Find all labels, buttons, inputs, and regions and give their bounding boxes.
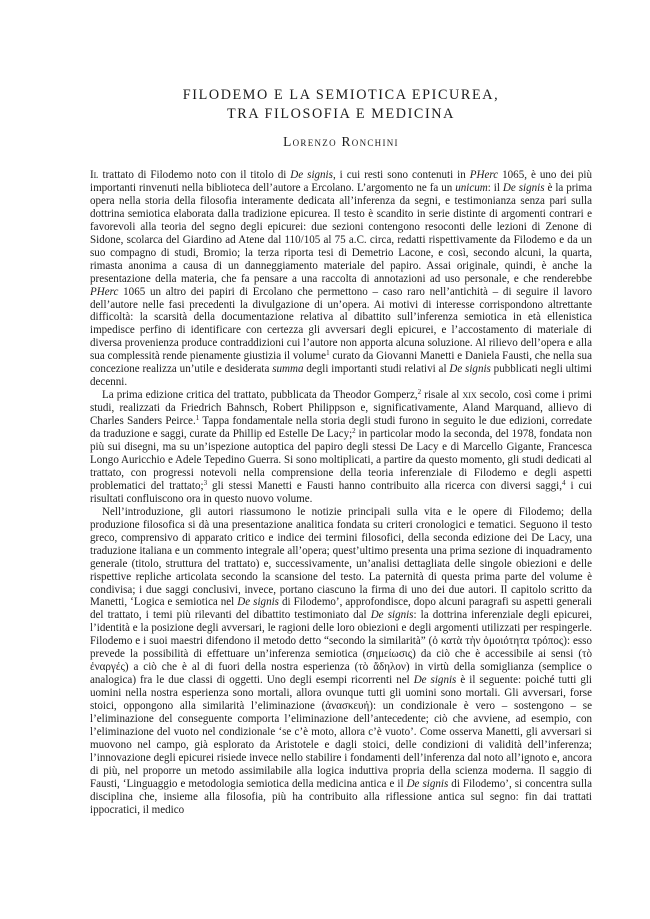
paragraph-1: Il trattato di Filodemo noto con il titolo di De signis, i cui resti sono contenuti in PHerc 1065, è uno dei più importanti rinvenuti nella biblioteca dell’autore a Ercolano. L’argomento ne fa un unicum: il De signis è la prima opera nella storia della filosofia interamente dedicata all’inferenza da segni, e testimonianza senza pari sulla dottrina semiotica elaborata dalla tradizione epicurea. Il testo è scandito in serie distinte di argomenti contrari e favorevoli alla teoria del segno degli epicurei: due sezioni contengono resoconti delle lezioni di Zenone di Sidone, scolarca del Giardino ad Atene dal 110/105 al 75 a.C. circa, redatti rispettivamente da Filodemo e da un suo compagno di studi, Bromio; la terza riporta tesi di Demetrio Lacone, e così, secondo alcuni, la quarta, rimasta anonima a causa di un danneggiamento materiale del papiro. Assai originale, quindi, è anche la presentazione della materia, che fa pensare a una raccolta di annotazioni ad uso personale, e che renderebbe PHerc 1065 un altro dei papiri di Ercolano che permettono – caso raro nell’antichità – di seguire il lavoro dell’autore nelle fasi precedenti la divulgazione di un’opera. Ai motivi di interesse corrispondono altrettante difficoltà: la scarsità della documentazione relativa al dibattito sull’inferenza semiotica in età ellenistica impedisce perfino di identificare con certezza gli avversari degli epicurei, e l’accostamento di materiale di diversa provenienza produce contraddizioni cui l’autore non apporta alcuna soluzione. Al rilievo dell’opera e alla sua complessità rende pienamente giustizia il volume$^1$ curato da Giovanni Manetti e Daniela Fausti, che nella sua concezione realizza un’utile e desiderata summa degli importanti studi relativi al De signis pubblicati negli ultimi decenni. <box>90 169 593 389</box>
footnote-ref: 1 <box>326 349 330 358</box>
footnote-ref: 2 <box>417 388 422 397</box>
paragraph-2: La prima edizione critica del trattato, pubblicata da Theodor Gomperz,$^2$ risale al xix secolo, così come i primi studi, realizzati da Friedrich Bahnsch, Robert Philippson e, significativamente, Aland Marquand, allievo di Charles Sanders Peirce.$^1$ Tappa fondamentale nella storia degli studi furono in seguito le due edizioni, corredate da traduzione e saggi, curate da Phillip ed Estelle De Lacy;$^2$ in particolar modo la seconda, del 1978, fondata non più sui disegni, ma su un’ispezione autoptica del papiro degli stessi De Lacy e di Marcello Gigante, Francesca Longo Auricchio e Adele Tepedino Guerra. Si sono moltiplicati, a partire da questo momento, gli studi dedicati al trattato, con progressi notevoli nella comprensione della teoria inferenziale di Filodemo e degli aspetti problematici del trattato;$^3$ gli stessi Manetti e Fausti hanno contribuito alla ricerca con diversi saggi,$^4$ i cui risultati confluiscono ora in questo nuovo volume. <box>90 388 592 505</box>
greek-term: τὸ ἐναργές <box>90 648 592 674</box>
title-line-2: TRA FILOSOFIA E MEDICINA <box>227 106 455 122</box>
article-title <box>90 86 592 124</box>
paragraph-3: Nell’introduzione, gli autori riassumono le notizie principali sulla vita e le opere di Filodemo; della produzione filosofica si dà una presentazione analitica fondata su criteri cronologici e tematici. Seguono il testo greco, comprensivo di apparato critico e indice dei termini filosofici, della seconda edizione dei De Lacy, una traduzione italiana e un commento integrale all’opera; quest’ultimo presenta una prima sezione di inquadramento generale (titolo, struttura del trattato) e, successivamente, un’analisi dettagliata delle singole obiezioni e delle rispettive repliche articolata secondo la scansione del testo. La paternità di questa prima parte del volume è condivisa; i due saggi conclusivi, invece, portano ciascuno la firma di uno dei due autori. Il capitolo scritto da Manetti, ‘Logica e semiotica nel De signis di Filodemo’, approfondisce, dopo alcuni paragrafi su aspetti generali del trattato, i temi più rilevanti del dibattito testimoniato dal De signis: la dottrina inferenziale degli epicurei, l’identità e la posizione degli avversari, le ragioni delle loro obiezioni e degli argomenti utilizzati per respingerle. Filodemo e i suoi maestri difendono il metodo detto “secondo la similarità” (ὁ κατὰ τὴν ὁμοιότητα τρόπος): esso prevede la possibilità di effettuare un’inferenza semiotica (σημείωσις) da ciò che è accessibile ai sensi (τὸ ἐναργές) a ciò che è al di fuori della nostra esperienza (τὸ ἄδηλον) in virtù della somiglianza (semplice o analogica) fra le due classi di oggetti. Uno degli esempi ricorrenti nel De signis è il seguente: poiché tutti gli uomini nella nostra esperienza sono mortali, allora ovunque tutti gli uomini sono mortali. Gli avversari, forse stoici, oppongono alla similarità l’eliminazione (ἀνασκευή): un condizionale è vero – sostengono – se l’eliminazione del conseguente comporta l’eliminazione dell’antecedente; ciò che avviene, ad esempio, con l’eliminazione del vuoto nel condizionale ‘se c’è moto, allora c’è vuoto’. Come osserva Manetti, gli avversari si muovono nel campo, già esplorato da Aristotele e dagli stoici, delle condizioni di validità dell’inferenza; l’innovazione degli epicurei risiede invece nello stabilire i fondamenti dell’inferenza dal noto all’ignoto e, ancora di più, nel proporre un metodo assimilabile alla logica induttiva propria della scienza moderna. Il saggio di Fausti, ‘Linguaggio e metodologia semiotica della medicina antica e il De signis di Filodemo’, si concentra sulla disciplina che, insieme alla filosofia, più ha contribuito alla riflessione antica sul segno: fin dai trattati ippocratici, il medico <box>90 505 592 816</box>
author-name: Lorenzo Ronchini <box>283 134 399 149</box>
footnote-ref: 1 <box>195 414 200 423</box>
footnote-ref: 4 <box>562 478 566 487</box>
footnote-ref: 2 <box>352 427 356 436</box>
greek-term: ὁ κατὰ τὴν ὁμοιότητα τρόπος <box>432 635 564 648</box>
greek-term: ἀνασκευή <box>325 700 370 713</box>
title-line-1: FILODEMO E LA SEMIOTICA EPICUREA, <box>182 87 500 103</box>
article-body <box>90 169 592 817</box>
greek-term: σημείωσις <box>366 648 413 661</box>
lead-word: Il <box>90 169 99 181</box>
greek-term: τὸ ἄδηλον <box>358 661 406 674</box>
footnote-ref: 3 <box>203 478 208 487</box>
